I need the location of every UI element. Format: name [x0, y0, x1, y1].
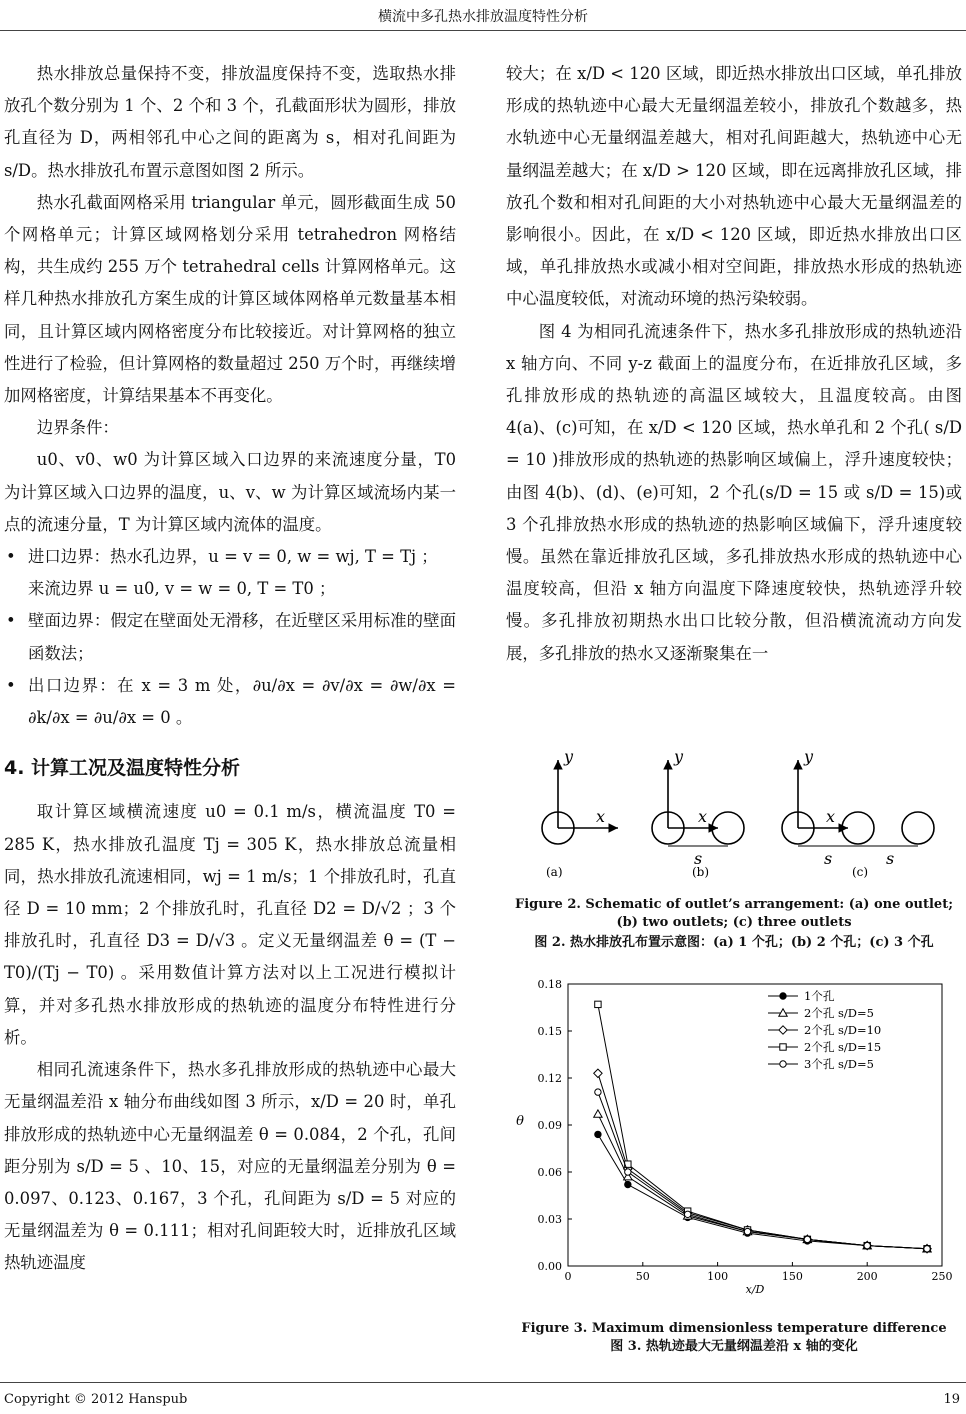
data-point [864, 1242, 870, 1248]
x-tick-label: 50 [635, 1270, 650, 1283]
legend-label: 2个孔 s/D=15 [804, 1040, 882, 1054]
data-point [595, 1001, 601, 1007]
figure-2-caption-cn: 图 2. 热水排放孔布置示意图：(a) 1 个孔；(b) 2 个孔；(c) 3 个孔 [534, 935, 934, 950]
legend-label: 1个孔 [804, 989, 835, 1003]
y-tick-label: 0.15 [537, 1025, 562, 1038]
header-rule [0, 30, 966, 31]
x-axis-label: x/D [745, 1283, 765, 1296]
copyright: Copyright © 2012 Hanspub [4, 1392, 188, 1407]
section-heading: 4. 计算工况及温度特性分析 [4, 757, 241, 780]
data-point [594, 1069, 602, 1077]
bullet-item: • 进口边界：热水孔边界，u = v = 0, w = wj, T = Tj ； [4, 541, 456, 573]
figure-3-chart [506, 970, 962, 1300]
figure-2-caption-en: Figure 2. Schematic of outlet’s arrangement: (a) one outlet; (b) two outlets; (c) three outlets [514, 897, 954, 930]
data-point [595, 1131, 601, 1137]
legend-marker [779, 1026, 787, 1034]
spacing-label: s [824, 849, 833, 868]
axis-label-x: x [698, 807, 708, 826]
y-tick-label: 0.18 [537, 978, 562, 991]
x-tick-label: 100 [707, 1270, 729, 1283]
legend-marker [780, 993, 786, 999]
y-tick-label: 0.03 [537, 1213, 562, 1226]
plot-frame [568, 984, 942, 1266]
data-point [594, 1110, 602, 1117]
paragraph: 取计算区域横流速度 u0 = 0.1 m/s，横流温度 T0 = 285 K，热水排放孔温度 Tj = 305 K，热水排放总流量相同，热水排放孔流速相同，wj = 1 m/s；1 个排放孔时，孔直径 D = 10 mm；2 个排放孔时，孔直径 D2 = D/√2 ；3 个排放孔时，孔直径 D3 = D/√3 。定义无量纲温差 θ = (T − T0)/(Tj − T0) 。采用数值计算方法对以上工况进行模拟计算，并对多孔热水排放形成的热轨迹的温度分布特性进行分析。 [4, 802, 456, 1047]
legend-label: 3个孔 s/D=5 [804, 1057, 874, 1071]
spacing-label: s [886, 849, 895, 868]
paragraph: 图 4 为相同孔流速条件下，热水多孔排放形成的热轨迹沿 x 轴方向、不同 y-z 截面上的温度分布，在近排放孔区域，多孔排放形成的热轨迹的高温区域较大，且温度较高。由图 4(a)、(c)可知，在 x/D < 120 区域，热水单孔和 2 个孔( s/D = 10 )排放形成的热轨迹的热影响区域偏上，浮升速度较快；由图 4(b)、(d)、(e)可知，2 个孔(s/D = 15 或 s/D = 15)或 3 个孔排放热水形成的热轨迹的热影响区域偏下，浮升速度较慢。虽然在靠近排放孔区域，多孔排放热水形成的热轨迹中心温度较高，但沿 x 轴方向温度下降速度较快，热轨迹浮升较慢。多孔排放初期热水出口比较分散，但沿横流流动方向发展，多孔排放的热水又逐渐聚集在一 [506, 321, 962, 663]
bullet-item: • 出口边界：在 x = 3 m 处，∂u/∂x = ∂v/∂x = ∂w/∂x = ∂k/∂x = ∂u/∂x = 0 。 [4, 670, 456, 734]
outlet-circle [902, 812, 934, 844]
x-tick-label: 150 [781, 1270, 803, 1283]
y-axis-label: θ [516, 1114, 524, 1129]
data-point [924, 1246, 930, 1252]
footer-rule [0, 1382, 966, 1383]
figure-3-caption-cn: 图 3. 热轨迹最大无量纲温差沿 x 轴的变化 [610, 1339, 858, 1354]
y-tick-label: 0.12 [537, 1072, 562, 1085]
x-tick-label: 0 [564, 1270, 572, 1283]
bullet-continuation: 来流边界 u = u0, v = w = 0, T = T0 ； [28, 579, 336, 599]
series-line [598, 1092, 927, 1249]
paragraph: 边界条件： [36, 418, 119, 438]
subfigure-label: (a) [546, 865, 563, 879]
legend-label: 2个孔 s/D=5 [804, 1006, 874, 1020]
legend-marker [780, 1044, 786, 1050]
axis-label-y: y [674, 747, 684, 766]
subfigure-label: (c) [852, 865, 869, 879]
axis-label-x: x [826, 807, 836, 826]
bullet-item: • 壁面边界：假定在壁面处无滑移，在近壁区采用标准的壁面函数法； [4, 605, 456, 669]
x-tick-label: 200 [856, 1270, 878, 1283]
legend-marker [780, 1061, 786, 1067]
paragraph: 相同孔流速条件下，热水多孔排放形成的热轨迹中心最大无量纲温差沿 x 轴分布曲线如图 3 所示，x/D = 20 时，单孔排放形成的热轨迹中心无量纲温差 θ = 0.084，2 个孔，孔间距分别为 s/D = 5 、10、15，对应的无量纲温差分别为 θ = 0.097、0.123、0.167，3 个孔，孔间距为 s/D = 5 对应的无量纲温差为 θ = 0.111；相对孔间距较大时，近排放孔区域热轨迹温度 [4, 1060, 456, 1273]
y-tick-label: 0.09 [537, 1119, 562, 1132]
data-point [625, 1169, 631, 1175]
page-number: 19 [943, 1392, 960, 1407]
axis-label-x: x [596, 807, 606, 826]
paragraph: 热水排放总量保持不变，排放温度保持不变，选取热水排放孔个数分别为 1 个、2 个和 3 个，孔截面形状为圆形，排放孔直径为 D，两相邻孔中心之间的距离为 s，相对孔间距为 s/D。热水排放孔布置示意图如图 2 所示。 [4, 64, 456, 180]
x-tick-label: 250 [931, 1270, 953, 1283]
y-tick-label: 0.06 [537, 1166, 562, 1179]
series-line [598, 1114, 927, 1249]
subfigure-label: (b) [692, 865, 710, 879]
figure-3-caption-en: Figure 3. Maximum dimensionless temperature difference [521, 1321, 947, 1336]
right-column [506, 58, 962, 670]
legend-label: 2个孔 s/D=10 [804, 1023, 882, 1037]
data-point [804, 1236, 810, 1242]
data-point [684, 1211, 690, 1217]
figure-2-schematic [506, 740, 962, 890]
data-point [744, 1228, 750, 1234]
data-point [595, 1089, 601, 1095]
series-line [598, 1134, 927, 1248]
paragraph: 热水孔截面网格采用 triangular 单元，圆形截面生成 50 个网格单元；计算区域网格划分采用 tetrahedron 网格结构，共生成约 255 万个 tetrahedral cells 计算网格单元。这样几种热水排放孔方案生成的计算区域体网格单元数量基本相同，且计算区域内网格密度分布比较接近。对计算网格的独立性进行了检验，但计算网格的数量超过 250 万个时，再继续增加网格密度，计算结果基本不再变化。 [4, 192, 456, 406]
left-column [4, 58, 456, 1280]
series-line [598, 1073, 927, 1248]
axis-label-y: y [804, 747, 814, 766]
axis-label-y: y [564, 747, 574, 766]
paragraph: u0、v0、w0 为计算区域入口边界的来流速度分量，T0 为计算区域入口边界的温度，u、v、w 为计算区域流场内某一点的流速分量，T 为计算区域内流体的温度。 [4, 450, 456, 534]
running-header: 横流中多孔热水排放温度特性分析 [378, 9, 588, 25]
spacing-label: s [694, 849, 703, 868]
y-tick-label: 0.00 [537, 1260, 562, 1273]
paragraph: 较大；在 x/D < 120 区域，即近热水排放出口区域，单孔排放形成的热轨迹中心最大无量纲温差较小，排放孔个数越多，热水轨迹中心无量纲温差越大，相对孔间距越大，热轨迹中心无量纲温差越大；在 x/D > 120 区域，即在远离排放孔区域，排放孔个数和相对孔间距的大小对热轨迹中心最大无量纲温差的影响很小。因此，在 x/D < 120 区域，即近热水排放出口区域，单孔排放热水或减小相对空间距，排放热水形成的热轨迹中心温度较低，对流动环境的热污染较弱。 [506, 64, 962, 309]
data-point [625, 1181, 631, 1187]
